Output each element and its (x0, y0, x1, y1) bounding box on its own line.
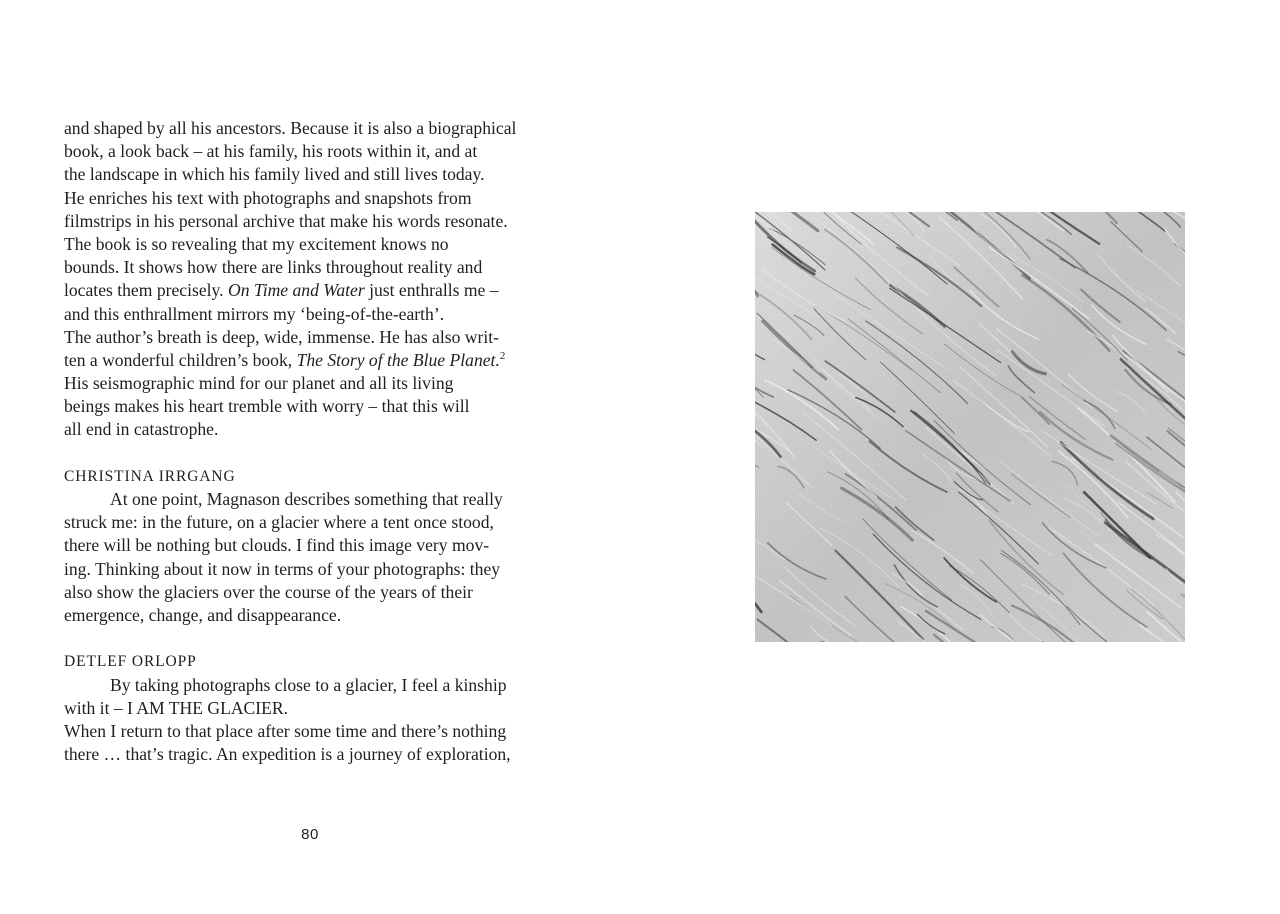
text-line: and shaped by all his ancestors. Because it is also a biographical (64, 118, 517, 138)
glacier-photo-icon (755, 212, 1185, 642)
text-line: also show the glaciers over the course of the years of their (64, 581, 473, 602)
text-line: all end in catastrophe. (64, 419, 219, 440)
text-line: beings makes his heart tremble with worry – that this will (64, 396, 470, 417)
text-line: His seismographic mind for our planet and all its living (64, 373, 454, 394)
text-line: filmstrips in his personal archive that make his words resonate. (64, 210, 508, 231)
page-number: 80 (301, 826, 319, 843)
text-line: By taking photographs close to a glacier, I feel a kinship (110, 674, 507, 695)
text-line: the landscape in which his family lived and still lives today. (64, 164, 485, 185)
footnote-marker[interactable]: 2 (499, 350, 506, 363)
text-fragment: locates them precisely. (64, 280, 228, 301)
text-line: At one point, Magnason describes something that really (110, 489, 503, 509)
text-line: and this enthrallment mirrors my ‘being-of-the-earth’. (64, 303, 445, 324)
text-fragment: just enthralls me – (364, 280, 499, 301)
text-line: The book is so revealing that my excitement knows no (64, 233, 449, 254)
speaker-name: CHRISTINA IRRGANG (64, 467, 236, 485)
text-line (64, 349, 584, 372)
paragraph-gap (64, 627, 584, 650)
text-line: there … that’s tragic. An expedition is a journey of exploration, (64, 744, 511, 765)
text-line (64, 279, 584, 302)
text-line: When I return to that place after some time and there’s nothing (64, 720, 507, 741)
book-title: On Time and Water (227, 280, 365, 301)
glacier-photo (755, 212, 1185, 642)
text-line: ing. Thinking about it now in terms of your photographs: they (64, 558, 501, 579)
text-line: He enriches his text with photographs and snapshots from (64, 187, 472, 208)
paragraph-gap (64, 442, 584, 465)
speaker-name: DETLEF ORLOPP (64, 653, 197, 671)
text-line: with it – I AM THE GLACIER. (64, 697, 288, 718)
text-line: book, a look back – at his family, his roots within it, and at (64, 141, 478, 162)
text-line: struck me: in the future, on a glacier where a tent once stood, (64, 512, 494, 533)
book-title: The Story of the Blue Planet. (296, 349, 500, 370)
text-fragment: ten a wonderful children’s book, (64, 349, 297, 370)
page-text (64, 117, 584, 766)
text-line: bounds. It shows how there are links throughout reality and (64, 257, 483, 278)
text-line: there will be nothing but clouds. I find this image very mov- (64, 535, 490, 556)
text-line: emergence, change, and disappearance. (64, 604, 342, 625)
text-line: The author’s breath is deep, wide, immense. He has also writ- (64, 326, 499, 347)
